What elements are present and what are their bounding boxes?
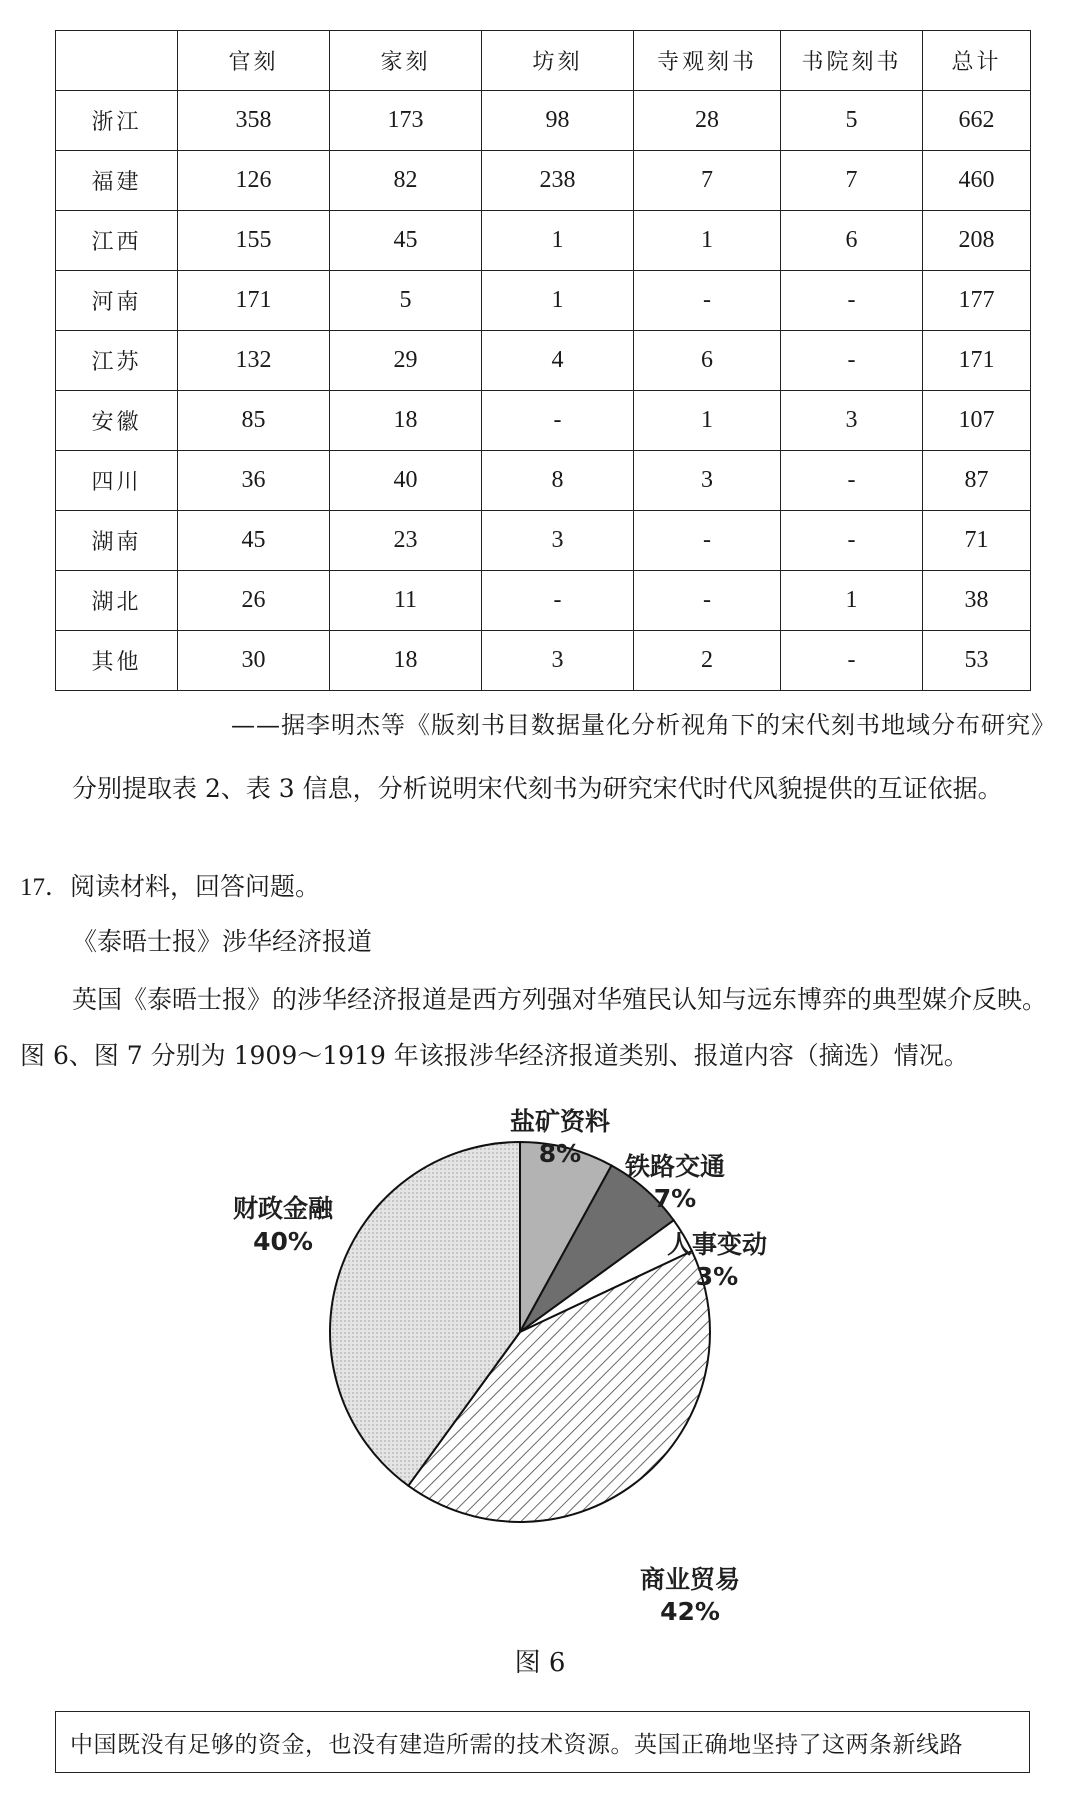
table-cell: 460 [923, 151, 1031, 211]
table-cell: 40 [330, 451, 482, 511]
table-cell: 45 [178, 511, 330, 571]
table-cell: 6 [781, 211, 923, 271]
row-region-cell: 江苏 [56, 331, 178, 391]
table-cell: 11 [330, 571, 482, 631]
table-cell: 53 [923, 631, 1031, 691]
table-cell: 4 [482, 331, 634, 391]
pie-slice-percent: 7% [653, 1184, 697, 1213]
table-cell: 8 [482, 451, 634, 511]
table-cell: 358 [178, 91, 330, 151]
table-cell: 238 [482, 151, 634, 211]
table-cell: 5 [781, 91, 923, 151]
header-cell: 寺观刻书 [634, 31, 781, 91]
table-row [56, 271, 1031, 331]
table-row [56, 91, 1031, 151]
question-17-heading: 17．阅读材料，回答问题。 [20, 874, 321, 901]
pie-slice-label: 铁路交通 [624, 1152, 726, 1181]
table-cell: 662 [923, 91, 1031, 151]
header-cell: 书院刻书 [781, 31, 923, 91]
table-row [56, 511, 1031, 571]
table-cell: - [781, 511, 923, 571]
quote-text: 中国既没有足够的资金，也没有建造所需的技术资源。英国正确地坚持了这两条新线路 [70, 1732, 963, 1758]
table-cell: - [781, 451, 923, 511]
row-region-cell: 其他 [56, 631, 178, 691]
question-text: 分别提取表 2、表 3 信息，分析说明宋代刻书为研究宋代时代风貌提供的互证依据。 [72, 774, 1003, 803]
table-cell: 18 [330, 631, 482, 691]
table-cell: 177 [923, 271, 1031, 331]
table-cell: 26 [178, 571, 330, 631]
pie-chart [0, 1100, 1080, 1640]
material-paragraph-2: 图 6、图 7 分别为 1909～1919 年该报涉华经济报道类别、报道内容（摘选）情况。 [20, 1041, 969, 1070]
table-cell: 132 [178, 331, 330, 391]
table-cell: 155 [178, 211, 330, 271]
table-cell: 36 [178, 451, 330, 511]
table-cell: 7 [781, 151, 923, 211]
table-cell: 30 [178, 631, 330, 691]
table-row [56, 631, 1031, 691]
table-cell: 98 [482, 91, 634, 151]
table-cell: 3 [482, 631, 634, 691]
table-cell: 29 [330, 331, 482, 391]
pie-slice-label: 盐矿资料 [509, 1107, 611, 1136]
table-cell: - [781, 631, 923, 691]
table-cell: 45 [330, 211, 482, 271]
row-region-cell: 福建 [56, 151, 178, 211]
row-region-cell: 河南 [56, 271, 178, 331]
quote-box [55, 1711, 1030, 1773]
table-cell: 87 [923, 451, 1031, 511]
table-cell: - [781, 331, 923, 391]
table-row [56, 451, 1031, 511]
table-cell: 1 [634, 211, 781, 271]
header-cell: 总计 [923, 31, 1031, 91]
table-cell: 171 [923, 331, 1031, 391]
data-table [55, 30, 1031, 691]
table-cell: 23 [330, 511, 482, 571]
header-cell: 家刻 [330, 31, 482, 91]
pie-slice-percent: 8% [538, 1139, 582, 1168]
table-row [56, 391, 1031, 451]
table-cell: - [634, 511, 781, 571]
table-cell: 5 [330, 271, 482, 331]
table-cell: 1 [482, 271, 634, 331]
table-cell: 173 [330, 91, 482, 151]
table-cell: 1 [482, 211, 634, 271]
table-cell: 18 [330, 391, 482, 451]
table-header-row [56, 31, 1031, 91]
pie-slice-label: 财政金融 [232, 1194, 334, 1223]
table-cell: 3 [781, 391, 923, 451]
table-cell: 7 [634, 151, 781, 211]
row-region-cell: 四川 [56, 451, 178, 511]
table-row [56, 571, 1031, 631]
table-cell: 38 [923, 571, 1031, 631]
pie-slice-percent: 3% [695, 1262, 739, 1291]
header-cell: 坊刻 [482, 31, 634, 91]
table-cell: 71 [923, 511, 1031, 571]
table-cell: 171 [178, 271, 330, 331]
table-cell: 107 [923, 391, 1031, 451]
row-region-cell: 江西 [56, 211, 178, 271]
table-cell: 82 [330, 151, 482, 211]
row-region-cell: 湖北 [56, 571, 178, 631]
table-cell: - [482, 571, 634, 631]
table-cell: - [634, 571, 781, 631]
table-cell: 208 [923, 211, 1031, 271]
table-cell: 1 [781, 571, 923, 631]
table-row [56, 331, 1031, 391]
table-row [56, 211, 1031, 271]
table-cell: 28 [634, 91, 781, 151]
header-cell [56, 31, 178, 91]
table-cell: - [482, 391, 634, 451]
material-paragraph-1: 英国《泰晤士报》的涉华经济报道是西方列强对华殖民认知与远东博弈的典型媒介反映。 [72, 985, 1048, 1014]
table-row [56, 151, 1031, 211]
table-cell: 85 [178, 391, 330, 451]
figure-caption: 图 6 [514, 1648, 566, 1678]
pie-slice-percent: 42% [660, 1597, 720, 1626]
pie-slice-label: 人事变动 [666, 1230, 768, 1259]
row-region-cell: 湖南 [56, 511, 178, 571]
table-cell: 3 [482, 511, 634, 571]
table-cell: 126 [178, 151, 330, 211]
table-cell: 2 [634, 631, 781, 691]
row-region-cell: 浙江 [56, 91, 178, 151]
table-cell: 6 [634, 331, 781, 391]
pie-slice-percent: 40% [253, 1227, 313, 1256]
table-cell: - [634, 271, 781, 331]
pie-slice-label: 商业贸易 [639, 1565, 741, 1594]
table-cell: 3 [634, 451, 781, 511]
table-cell: - [781, 271, 923, 331]
table-source: ——据李明杰等《版刻书目数据量化分析视角下的宋代刻书地域分布研究》 [231, 711, 1056, 739]
header-cell: 官刻 [178, 31, 330, 91]
row-region-cell: 安徽 [56, 391, 178, 451]
material-subtitle: 《泰晤士报》涉华经济报道 [72, 927, 373, 956]
table-cell: 1 [634, 391, 781, 451]
